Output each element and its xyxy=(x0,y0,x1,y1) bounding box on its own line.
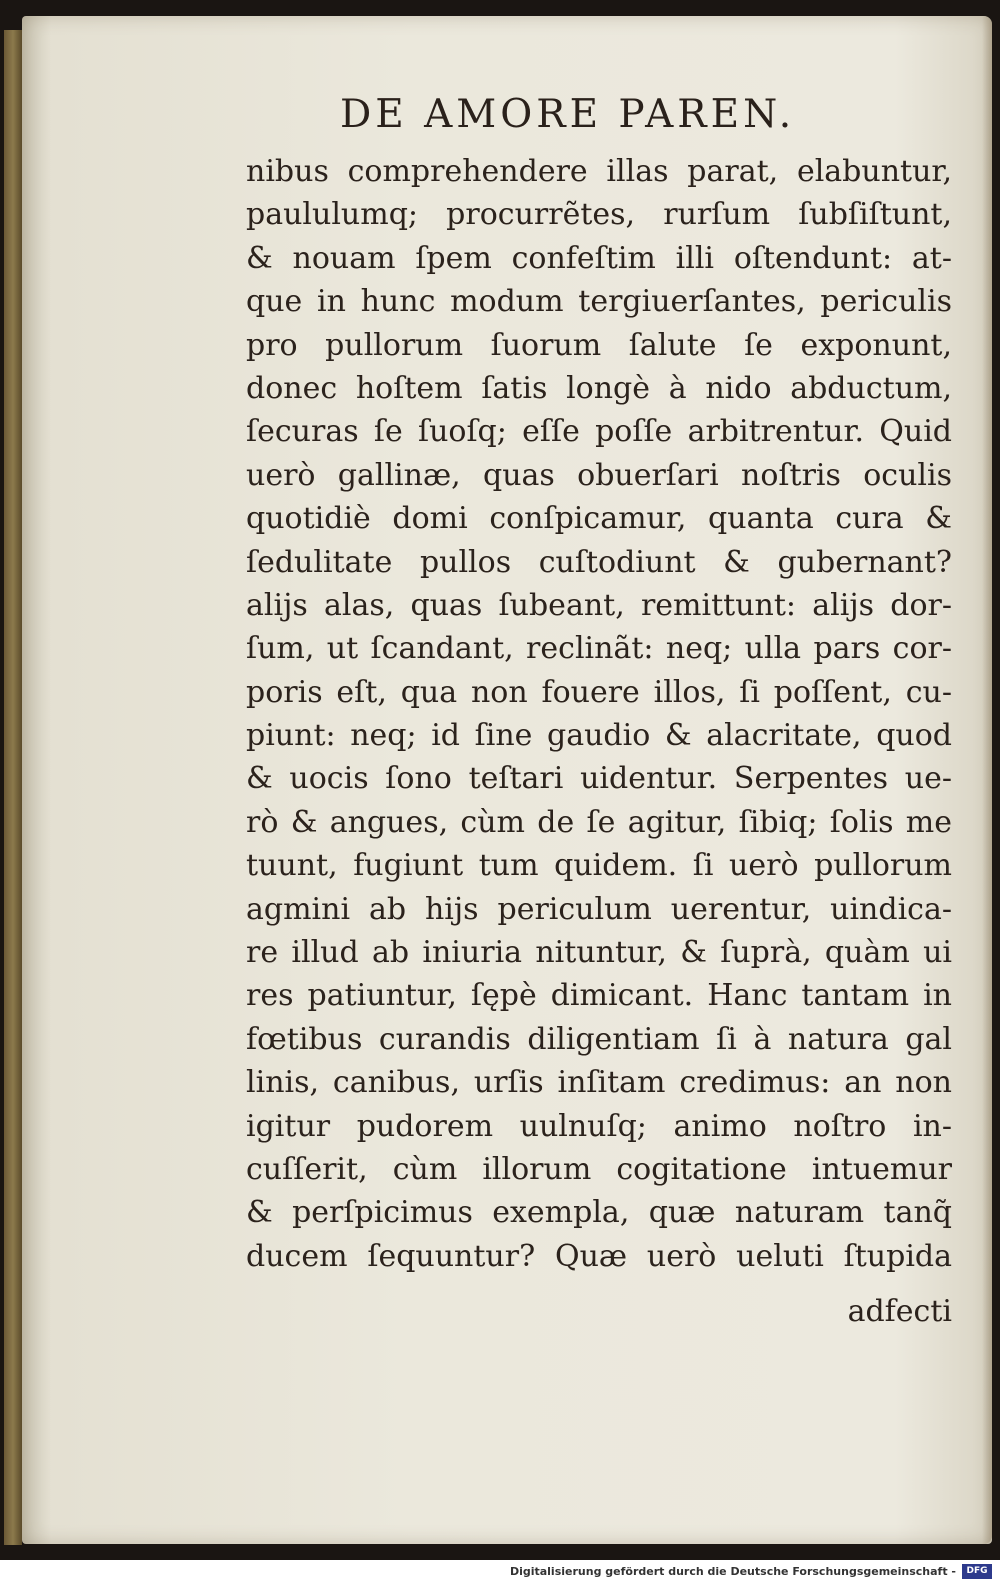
text-line: cuſſerit, cùm illorum cogitatione intuemur xyxy=(246,1151,952,1187)
text-line: ducem ſequuntur? Quæ uerò ueluti ſtupida xyxy=(246,1238,952,1274)
text-line: fœtibus curandis diligentiam ſi à natura gal xyxy=(246,1021,952,1057)
text-line: ſum, ut ſcandant, reclinãt: neq; ulla pars cor- xyxy=(246,631,952,667)
text-line: paululumq; procurrẽtes, rurſum ſubſiſtunt, xyxy=(246,197,952,233)
footer-bar xyxy=(0,1560,1000,1584)
text-line: rò & angues, cùm de ſe agitur, ſibiq; ſolis me xyxy=(246,804,952,840)
text-line: donec hoſtem ſatis longè à nido abductum, xyxy=(246,370,952,406)
text-line: & perſpicimus exempla, quæ naturam tanq̃ xyxy=(246,1195,952,1231)
dfg-logo: DFG xyxy=(962,1564,992,1579)
text-line: poris eſt, qua non fouere illos, ſi poſſent, cu- xyxy=(246,674,952,710)
text-line: igitur pudorem uulnuſq; animo noſtro in- xyxy=(246,1108,952,1144)
text-line: uerò gallinæ, quas obuerſari noſtris oculis xyxy=(246,457,952,493)
text-line: re illud ab iniuria nituntur, & ſuprà, quàm ui xyxy=(246,935,952,971)
text-line: linis, canibus, urſis inſitam credimus: an non xyxy=(246,1065,952,1101)
text-line: agmini ab hijs periculum uerentur, uindica- xyxy=(246,891,952,927)
text-line: quotidiè domi conſpicamur, quanta cura & xyxy=(246,501,952,537)
text-line: tuunt, fugiunt tum quidem. ſi uerò pullorum xyxy=(246,848,952,884)
text-line: que in hunc modum tergiuerſantes, periculis xyxy=(246,284,952,320)
text-line: & nouam ſpem confeſtim illi oſtendunt: at- xyxy=(246,240,952,276)
text-line: res patiuntur, ſępè dimicant. Hanc tantam in xyxy=(246,978,952,1014)
funding-credit: Digitalisierung gefördert durch die Deutsche Forschungsgemeinschaft - xyxy=(509,1565,956,1578)
text-line: ſedulitate pullos cuſtodiunt & gubernant? xyxy=(246,544,952,580)
running-head: DE AMORE PAREN. xyxy=(340,92,796,137)
page-edge-shadow xyxy=(982,16,992,1544)
text-line: ſecuras ſe ſuoſq; eſſe poſſe arbitrentur. Quid xyxy=(246,414,952,450)
text-line: & uocis ſono teſtari uidentur. Serpentes ue- xyxy=(246,761,952,797)
body-text xyxy=(246,150,952,1278)
text-line: nibus comprehendere illas parat, elabuntur, xyxy=(246,154,952,189)
text-line: alijs alas, quas ſubeant, remittunt: alijs dor- xyxy=(246,587,952,623)
text-line: piunt: neq; id ſine gaudio & alacritate, quod xyxy=(246,718,952,754)
text-line: pro pullorum ſuorum ſalute ſe exponunt, xyxy=(246,327,952,363)
catchword: adfecti xyxy=(847,1294,952,1329)
book-spine xyxy=(4,30,22,1545)
